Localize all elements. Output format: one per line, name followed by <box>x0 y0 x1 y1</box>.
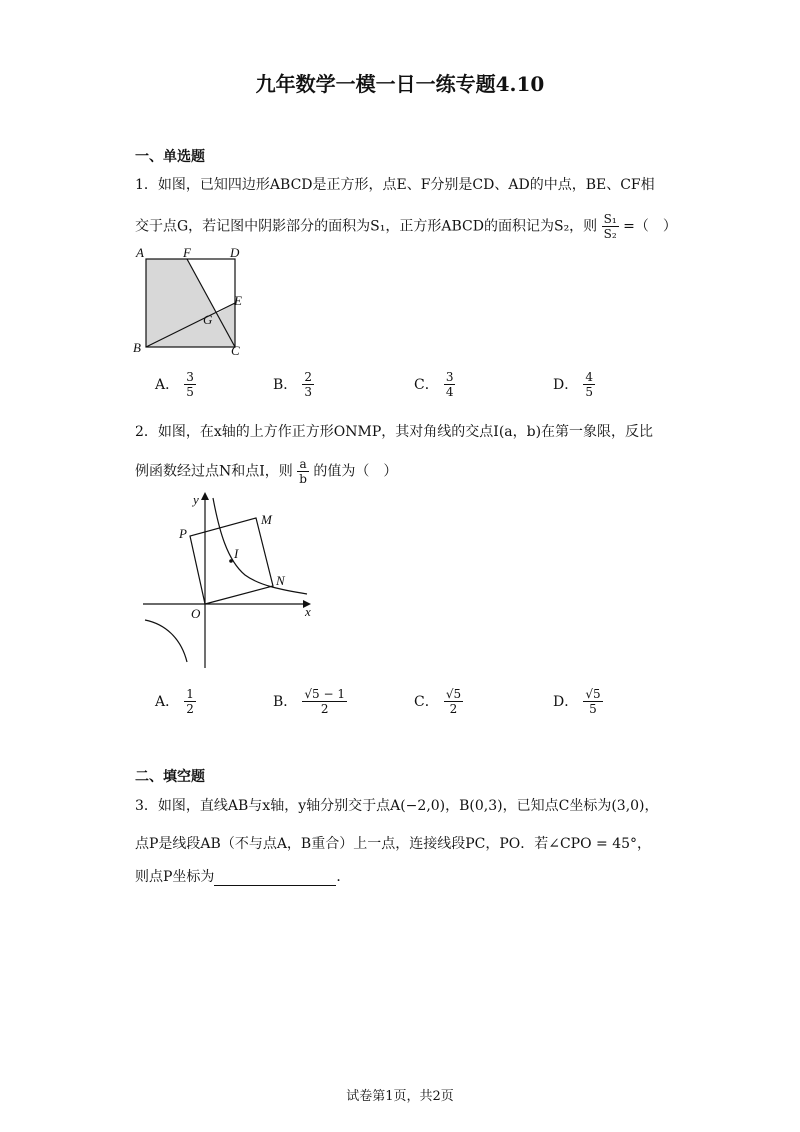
q3-text-line2: 点P是线段AB（不与点A，B重合）上一点，连接线段PC，PO．若∠CPO = 45°， <box>135 836 652 852</box>
page-footer: 试卷第1页，共2页 <box>346 1089 454 1104</box>
q1-option-d[interactable] <box>553 370 595 399</box>
label-m: M <box>261 512 272 527</box>
option-label: C． <box>414 694 439 710</box>
option-label: A． <box>155 377 180 393</box>
label-x: x <box>305 604 311 619</box>
q2-option-d[interactable] <box>553 687 603 716</box>
fraction-numerator: 3 <box>445 370 454 384</box>
label-g: G <box>203 312 213 327</box>
hyperbola-branch-first-quadrant <box>213 498 307 594</box>
label-y: y <box>193 492 199 507</box>
option-label: B． <box>273 694 298 710</box>
fraction-denominator: 2 <box>449 702 458 716</box>
label-f: F <box>183 245 191 260</box>
label-n: N <box>276 573 285 588</box>
q1-option-b[interactable] <box>273 370 314 399</box>
fraction-numerator: √5 <box>445 687 462 701</box>
option-label: D． <box>553 377 579 393</box>
fraction-numerator: S₁ <box>603 212 617 226</box>
page-title: 九年数学一模一日一练专题4.10 <box>255 72 545 96</box>
fraction-denominator: 3 <box>304 385 313 399</box>
fraction-denominator: 4 <box>445 385 454 399</box>
y-axis-arrow <box>201 492 209 500</box>
label-e: E <box>234 293 242 308</box>
q1-option-c[interactable] <box>414 370 455 399</box>
q1-text-line2 <box>135 212 677 241</box>
fraction-numerator: 3 <box>186 370 194 384</box>
answer-blank[interactable] <box>214 871 336 886</box>
q2-text-line2 <box>135 457 397 486</box>
q3-text-line3a: 则点P坐标为 <box>135 869 215 885</box>
fraction-denominator: 5 <box>589 702 597 716</box>
q2-option-c[interactable] <box>414 687 463 716</box>
fraction-numerator: √5 − 1 <box>304 687 345 701</box>
q1-ratio-fraction <box>602 212 619 241</box>
q2-text-line1: 2．如图，在x轴的上方作正方形ONMP，其对角线的交点I(a，b)在第一象限，反比 <box>135 424 654 440</box>
q2-text-line2b: 的值为（ ） <box>313 463 398 480</box>
fraction-numerator: √5 <box>585 687 601 701</box>
q1-text-line1: 1．如图，已知四边形ABCD是正方形，点E、F分别是CD、AD的中点，BE、CF相 <box>135 177 655 193</box>
fraction-numerator: 2 <box>304 370 313 384</box>
q3-text-line3 <box>135 866 350 886</box>
q2-option-b[interactable] <box>273 687 347 716</box>
label-c: C <box>231 343 240 358</box>
q1-text-line2b: =（ ） <box>623 218 677 235</box>
fraction-denominator: 5 <box>585 385 593 399</box>
label-d: D <box>230 245 240 260</box>
q2-text-line2a: 例函数经过点N和点I，则 <box>135 463 293 480</box>
q1-option-a[interactable] <box>155 370 196 399</box>
fraction-denominator: 2 <box>320 702 329 716</box>
fraction-numerator: a <box>297 457 309 472</box>
fraction-denominator: 2 <box>186 702 194 716</box>
label-a: A <box>136 245 144 260</box>
section-heading-fill-in: 二、填空题 <box>135 769 205 785</box>
q3-text-line1: 3．如图，直线AB与x轴，y轴分别交于点A(−2,0)，B(0,3)，已知点C坐标为(3,0)， <box>135 798 659 814</box>
fraction-denominator: S₂ <box>603 227 617 241</box>
q1-text-line2a: 交于点G，若记图中阴影部分的面积为S₁，正方形ABCD的面积记为S₂，则 <box>135 218 598 235</box>
option-label: A． <box>155 694 180 710</box>
label-b: B <box>133 340 141 355</box>
option-label: C． <box>414 377 439 393</box>
q1-square-figure <box>130 240 260 358</box>
fraction-numerator: 1 <box>186 687 194 701</box>
fraction-numerator: 4 <box>585 370 593 384</box>
option-label: B． <box>273 377 298 393</box>
q2-coordinate-figure <box>135 490 325 672</box>
label-i: I <box>234 546 239 561</box>
label-o: O <box>191 606 201 621</box>
option-label: D． <box>553 694 579 710</box>
q3-text-line3b: ． <box>336 869 351 885</box>
q2-ratio-fraction <box>297 457 309 486</box>
section-heading-single-choice: 一、单选题 <box>135 149 205 165</box>
q2-option-a[interactable] <box>155 687 196 716</box>
point-i <box>229 559 233 563</box>
label-p: P <box>179 526 187 541</box>
hyperbola-branch-third-quadrant <box>145 620 187 662</box>
fraction-denominator: 5 <box>186 385 194 399</box>
fraction-denominator: b <box>299 472 307 486</box>
